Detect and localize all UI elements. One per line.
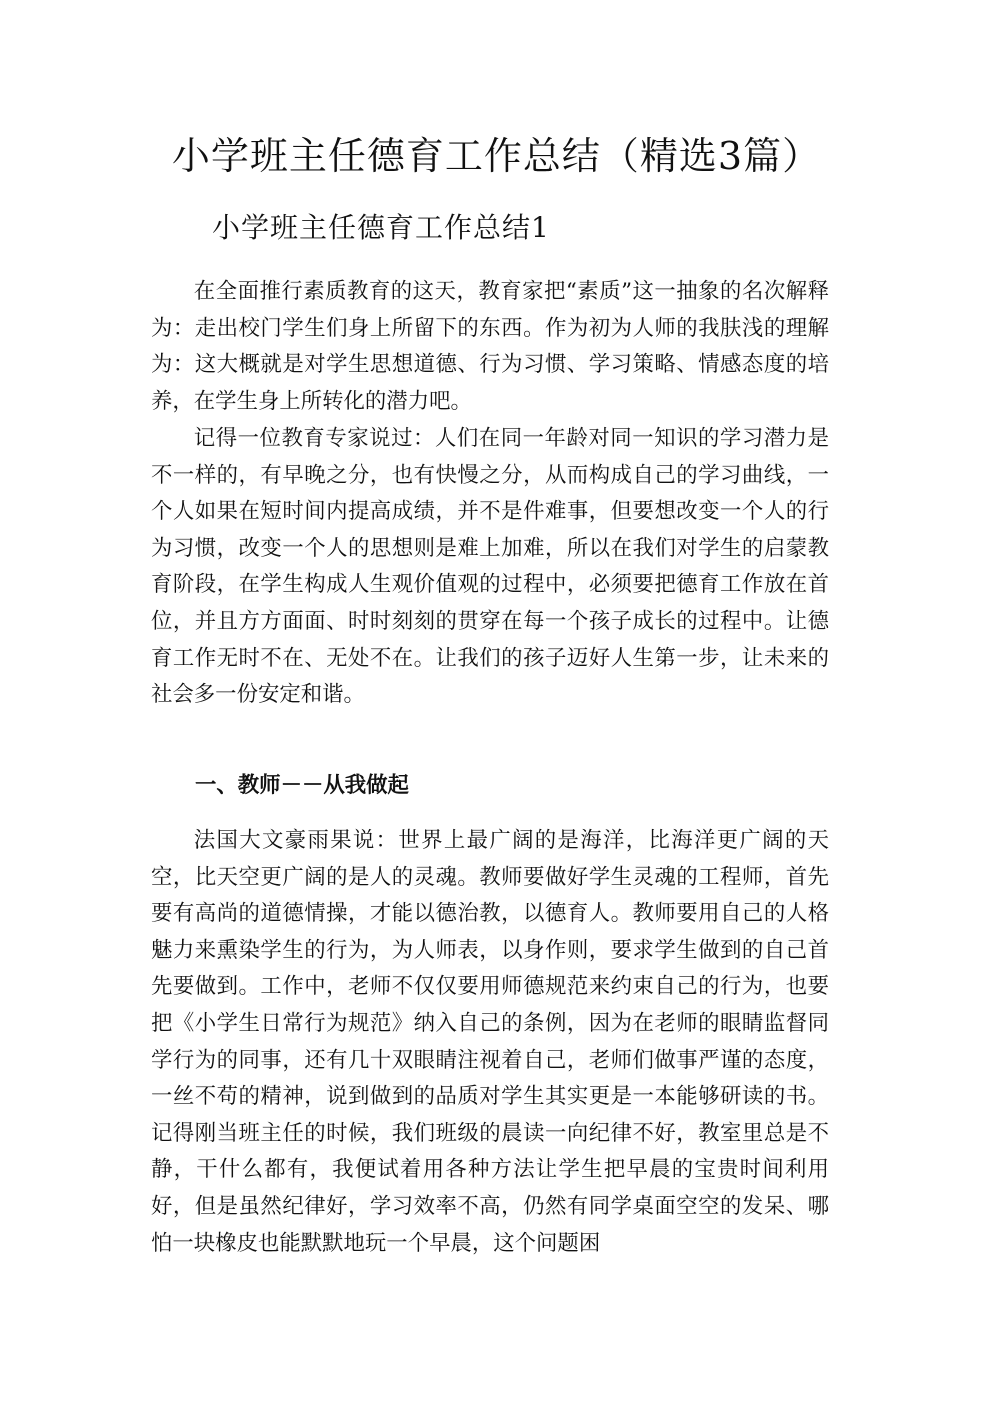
section-subtitle: 小学班主任德育工作总结1 <box>212 211 550 244</box>
document-title: 小学班主任德育工作总结（精选3篇） <box>171 134 822 178</box>
paragraph: 记得一位教育专家说过：人们在同一年龄对同一知识的学习潜力是不一样的，有早晚之分，也有快慢之分，从而构成自己的学习曲线，一个人如果在短时间内提高成绩，并不是件难事，但要想改变一个人的行为习惯，改变一个人的思想则是难上加难，所以在我们对学生的启蒙教育阶段，在学生构成人生观价值观的过程中，必须要把德育工作放在首位，并且方方面面、时时刻刻的贯穿在每一个孩子成长的过程中。让德育工作无时不在、无处不在。让我们的孩子迈好人生第一步，让未来的社会多一份安定和谐。 <box>151 426 829 708</box>
paragraph: 在全面推行素质教育的这天，教育家把“素质”这一抽象的名次解释为：走出校门学生们身上所留下的东西。作为初为人师的我肤浅的理解为：这大概就是对学生思想道德、行为习惯、学习策略、情感态度的培养，在学生身上所转化的潜力吧。 <box>151 279 829 414</box>
paragraph: 法国大文豪雨果说：世界上最广阔的是海洋，比海洋更广阔的天空，比天空更广阔的是人的灵魂。教师要做好学生灵魂的工程师，首先要有高尚的道德情操，才能以德治教，以德育人。教师要用自己的人格魅力来熏染学生的行为，为人师表，以身作则，要求学生做到的自己首先要做到。工作中，老师不仅仅要用师德规范来约束自己的行为，也要把《小学生日常行为规范》纳入自己的条例，因为在老师的眼睛监督同学行为的同事，还有几十双眼睛注视着自己，老师们做事严谨的态度，一丝不苟的精神，说到做到的品质对学生其实更是一本能够研读的书。记得刚当班主任的时候，我们班级的晨读一向纪律不好，教室里总是不静，干什么都有，我便试着用各种方法让学生把早晨的宝贵时间利用好，但是虽然纪律好，学习效率不高，仍然有同学桌面空空的发呆、哪怕一块橡皮也能默默地玩一个早晨，这个问题困 <box>151 828 829 1256</box>
section-heading: 一、教师－－从我做起 <box>195 773 409 798</box>
